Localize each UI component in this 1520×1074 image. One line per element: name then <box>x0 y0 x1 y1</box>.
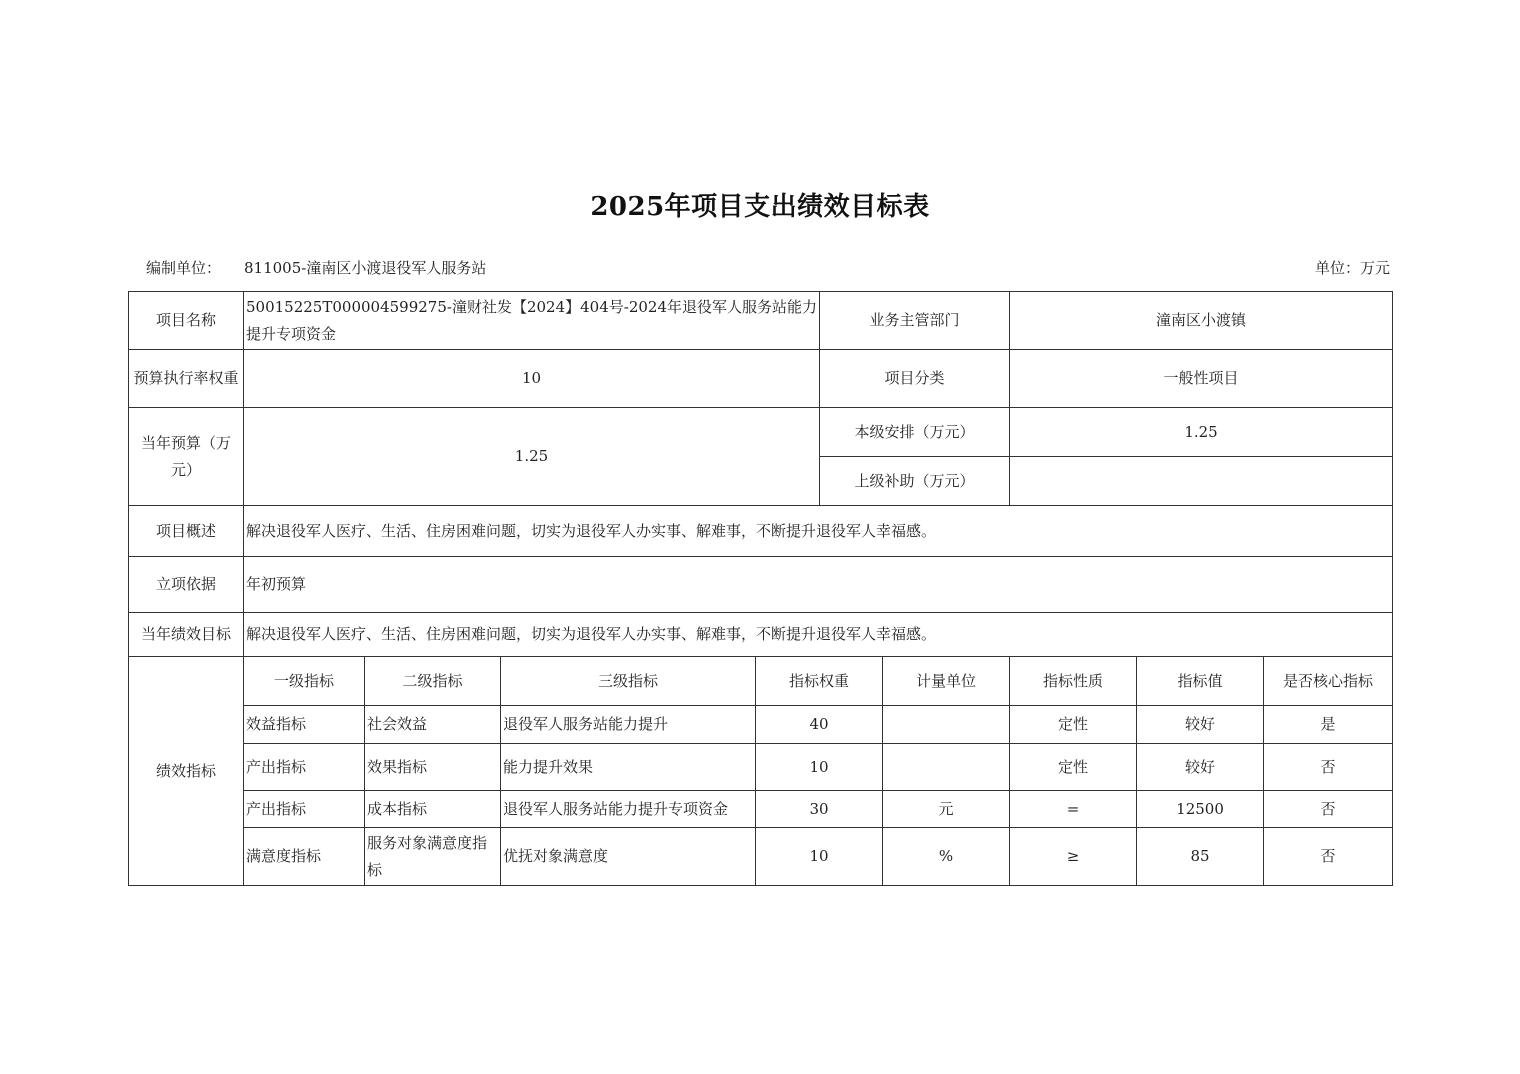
indicator-header-cell: 一级指标 <box>244 657 365 706</box>
indicator-row <box>129 706 1393 744</box>
superior-label: 上级补助（万元） <box>820 457 1010 506</box>
basis-label: 立项依据 <box>129 557 244 613</box>
indicator-header-cell: 三级指标 <box>501 657 756 706</box>
indicator-level1: 满意度指标 <box>244 828 365 886</box>
local-value: 1.25 <box>1010 408 1393 457</box>
org-label: 编制单位： <box>146 259 222 277</box>
indicators-label: 绩效指标 <box>129 657 244 886</box>
row-goal <box>129 613 1393 657</box>
document-title: 2025年项目支出绩效目标表 <box>590 192 930 222</box>
row-basis <box>129 557 1393 613</box>
overview-label: 项目概述 <box>129 506 244 557</box>
indicator-weight: 40 <box>756 706 883 744</box>
indicator-level3: 能力提升效果 <box>501 744 756 791</box>
indicator-core: 否 <box>1264 744 1393 791</box>
indicator-nature: = <box>1010 791 1137 828</box>
indicator-row <box>129 791 1393 828</box>
row-overview <box>129 506 1393 557</box>
goal-value: 解决退役军人医疗、生活、住房困难问题，切实为退役军人办实事、解难事，不断提升退役军人幸福感。 <box>244 613 1393 657</box>
indicator-level2: 成本指标 <box>365 791 501 828</box>
indicator-header-cell: 指标性质 <box>1010 657 1137 706</box>
indicator-value: 12500 <box>1137 791 1264 828</box>
indicator-level2: 社会效益 <box>365 706 501 744</box>
indicator-row <box>129 744 1393 791</box>
indicator-unit: % <box>883 828 1010 886</box>
indicator-weight: 10 <box>756 744 883 791</box>
budget-value: 1.25 <box>244 408 820 506</box>
meta-row <box>146 257 1390 279</box>
indicator-header-cell: 是否核心指标 <box>1264 657 1393 706</box>
indicator-header-cell: 指标值 <box>1137 657 1264 706</box>
dept-label: 业务主管部门 <box>820 292 1010 350</box>
indicator-value: 较好 <box>1137 706 1264 744</box>
project-name-label: 项目名称 <box>129 292 244 350</box>
indicator-value: 较好 <box>1137 744 1264 791</box>
indicator-core: 否 <box>1264 828 1393 886</box>
indicator-nature: 定性 <box>1010 706 1137 744</box>
indicator-core: 是 <box>1264 706 1393 744</box>
unit-label: 单位：万元 <box>1314 259 1390 277</box>
indicator-unit: 元 <box>883 791 1010 828</box>
row-budget <box>129 408 1393 457</box>
indicator-level1: 产出指标 <box>244 791 365 828</box>
indicator-core: 否 <box>1264 791 1393 828</box>
goal-label: 当年绩效目标 <box>129 613 244 657</box>
exec-weight-label: 预算执行率权重 <box>129 350 244 408</box>
row-exec-weight <box>129 350 1393 408</box>
category-label: 项目分类 <box>820 350 1010 408</box>
exec-weight-value: 10 <box>244 350 820 408</box>
indicator-level3: 退役军人服务站能力提升专项资金 <box>501 791 756 828</box>
indicator-level3: 退役军人服务站能力提升 <box>501 706 756 744</box>
indicator-weight: 30 <box>756 791 883 828</box>
indicator-header-row <box>129 657 1393 706</box>
indicator-unit <box>883 744 1010 791</box>
indicator-level1: 产出指标 <box>244 744 365 791</box>
indicator-level1: 效益指标 <box>244 706 365 744</box>
performance-table <box>128 291 1393 886</box>
indicator-level2: 服务对象满意度指标 <box>365 828 501 886</box>
indicator-level2: 效果指标 <box>365 744 501 791</box>
indicator-header-cell: 计量单位 <box>883 657 1010 706</box>
indicator-header-cell: 二级指标 <box>365 657 501 706</box>
indicator-value: 85 <box>1137 828 1264 886</box>
indicator-weight: 10 <box>756 828 883 886</box>
basis-value: 年初预算 <box>244 557 1393 613</box>
project-name-value: 50015225T000004599275-潼财社发【2024】404号-2024年退役军人服务站能力提升专项资金 <box>244 292 820 350</box>
row-project-name <box>129 292 1393 350</box>
dept-value: 潼南区小渡镇 <box>1010 292 1393 350</box>
indicator-row <box>129 828 1393 886</box>
overview-value: 解决退役军人医疗、生活、住房困难问题，切实为退役军人办实事、解难事，不断提升退役军人幸福感。 <box>244 506 1393 557</box>
category-value: 一般性项目 <box>1010 350 1393 408</box>
superior-value <box>1010 457 1393 506</box>
indicator-unit <box>883 706 1010 744</box>
local-label: 本级安排（万元） <box>820 408 1010 457</box>
indicator-header-cell: 指标权重 <box>756 657 883 706</box>
budget-label: 当年预算（万元） <box>129 408 244 506</box>
indicator-nature: ≥ <box>1010 828 1137 886</box>
org-value: 811005-潼南区小渡退役军人服务站 <box>244 259 487 277</box>
indicator-level3: 优抚对象满意度 <box>501 828 756 886</box>
indicator-nature: 定性 <box>1010 744 1137 791</box>
